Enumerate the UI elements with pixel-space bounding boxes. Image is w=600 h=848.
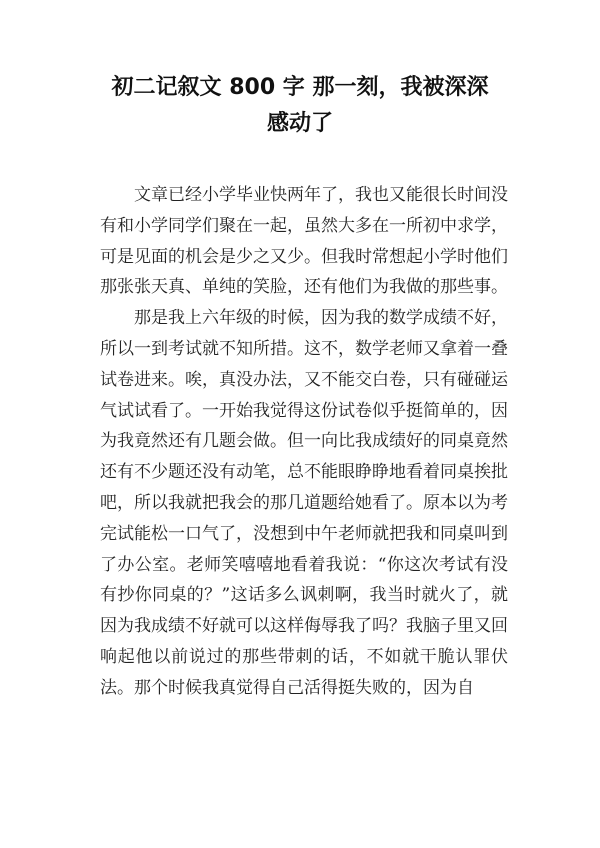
document-title	[80, 70, 520, 142]
paragraph: 那是我上六年级的时候，因为我的数学成绩不好，所以一到考试就不知所措。这不，数学老师又拿着一叠试卷进来。唉，真没办法，又不能交白卷，只有碰碰运气试试看了。一开始我觉得这份试卷似乎挺简单的，因为我竟然还有几题会做。但一向比我成绩好的同桌竟然还有不少题还没有动笔，总不能眼睁睁地看着同桌挨批吧，所以我就把我会的那几道题给她看了。原本以为考完试能松一口气了，没想到中午老师就把我和同桌叫到了办公室。老师笑嘻嘻地看着我说：“你这次考试有没有抄你同桌的？”这话多么讽刺啊，我当时就火了，就因为我成绩不好就可以这样侮辱我了吗？我脑子里又回响起他以前说过的那些带刺的话，不如就干脆认罪伏法。那个时候我真觉得自己活得挺失败的，因为自	[100, 308, 508, 698]
paragraph: 文章已经小学毕业快两年了，我也又能很长时间没有和小学同学们聚在一起，虽然大多在一所初中求学，可是见面的机会是少之又少。但我时常想起小学时他们那张张天真、单纯的笑脸，还有他们为我做的那些事。	[100, 185, 508, 298]
title-line-1: 初二记叙文 800 字 那一刻，我被深深	[111, 75, 489, 100]
document-body	[100, 180, 508, 704]
title-line-2: 感动了	[266, 111, 333, 136]
